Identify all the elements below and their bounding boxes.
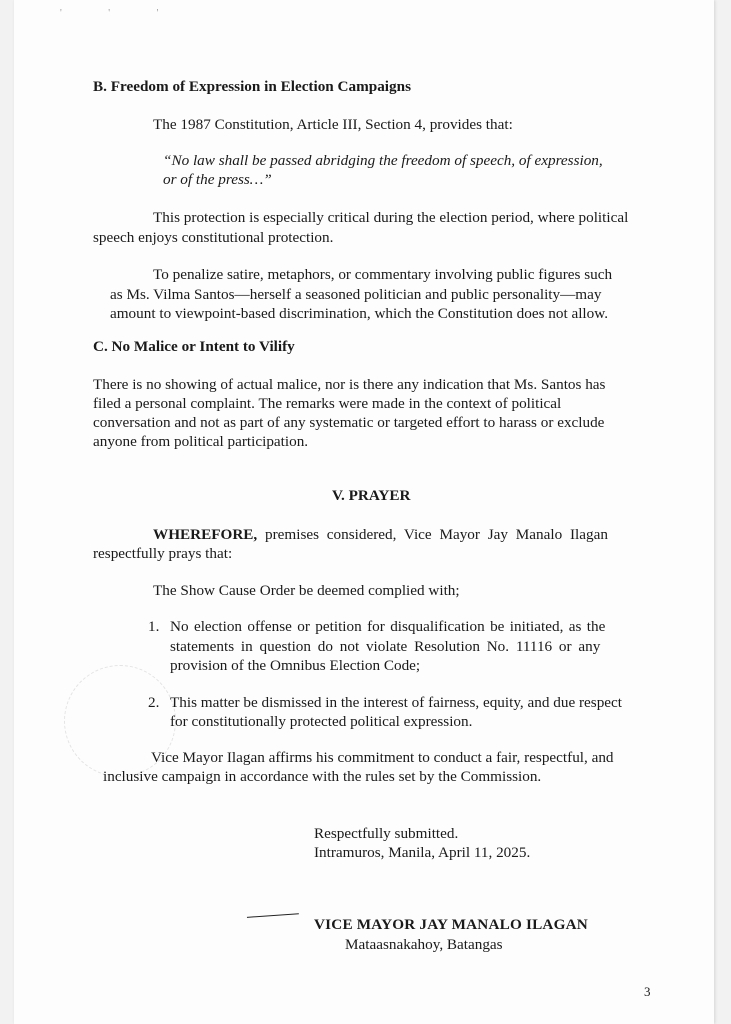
respectfully-submitted: Respectfully submitted. [314,825,459,842]
section-b-para2-line-2: as Ms. Vilma Santos—herself a seasoned politician and public personality—may [110,286,602,303]
show-cause-line: The Show Cause Order be deemed complied with; [153,582,460,599]
item-2-number: 2. [148,694,160,711]
item-1-line-1: No election offense or petition for disqualification be initiated, as the [170,618,606,635]
prayer-heading: V. PRAYER [332,487,411,504]
section-c-line-2: filed a personal complaint. The remarks were made in the context of political [93,395,562,412]
item-2-line-2: for constitutionally protected political expression. [170,713,473,730]
page-number: 3 [644,984,651,999]
affirm-line-2: inclusive campaign in accordance with the rules set by the Commission. [103,768,542,785]
affirm-line-1: Vice Mayor Ilagan affirms his commitment to conduct a fair, respectful, and [151,749,614,766]
section-b-para1-line-2: speech enjoys constitutional protection. [93,229,334,246]
section-b-para2-line-1: To penalize satire, metaphors, or commentary involving public figures such [153,266,613,283]
section-c-heading: C. No Malice or Intent to Vilify [93,338,295,355]
item-2-line-1: This matter be dismissed in the interest of fairness, equity, and due respect [170,694,622,711]
document-page [14,0,714,1024]
section-b-heading: B. Freedom of Expression in Election Campaigns [93,78,411,95]
wherefore-line-1: WHEREFORE, premises considered, Vice Mayor Jay Manalo Ilagan [153,526,608,543]
item-1-line-2: statements in question do not violate Resolution No. 11116 or any [170,638,601,655]
section-c-line-1: There is no showing of actual malice, nor is there any indication that Ms. Santos has [93,376,606,393]
wherefore-line-2: respectfully prays that: [93,545,233,562]
item-1-number: 1. [148,618,160,635]
item-1-line-3: provision of the Omnibus Election Code; [170,657,421,674]
section-c-line-4: anyone from political participation. [93,433,309,450]
place-and-date: Intramuros, Manila, April 11, 2025. [314,844,531,861]
signatory-location: Mataasnakahoy, Batangas [345,936,503,953]
signatory-name: VICE MAYOR JAY MANALO ILAGAN [314,916,588,933]
section-b-para2-line-3: amount to viewpoint-based discrimination, which the Constitution does not allow. [110,305,609,322]
section-c-line-3: conversation and not as part of any systematic or targeted effort to harass or exclude [93,414,605,431]
stray-marks: ' ' ' [60,8,181,19]
constitution-quote-line-2: or of the press…” [163,171,272,188]
section-b-intro: The 1987 Constitution, Article III, Section 4, provides that: [153,116,513,133]
section-b-para1-line-1: This protection is especially critical during the election period, where political [153,209,629,226]
constitution-quote-line-1: “No law shall be passed abridging the freedom of speech, of expression, [163,152,603,169]
signature-stroke [247,913,299,921]
